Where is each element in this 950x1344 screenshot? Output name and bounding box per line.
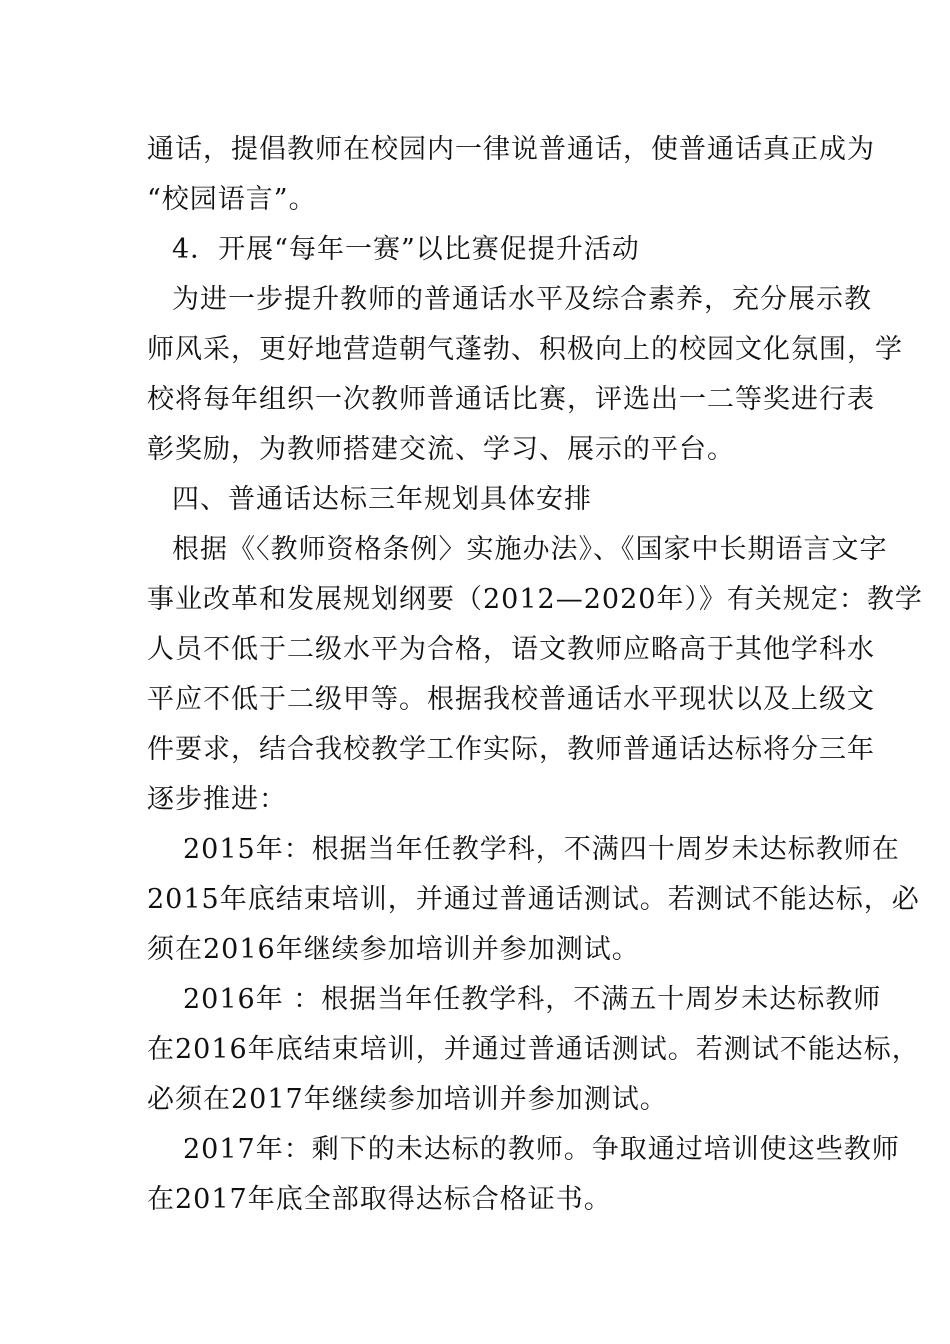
text-line: 校将每年组织一次教师普通话比赛，评选出一二等奖进行表 — [147, 384, 875, 415]
text-line: 逐步推进： — [147, 784, 287, 815]
text-line: 平应不低于二级甲等。根据我校普通话水平现状以及上级文 — [147, 684, 875, 715]
text-line: 师风采，更好地营造朝气蓬勃、积极向上的校园文化氛围，学 — [147, 334, 903, 365]
text-line: 必须在2017年继续参加培训并参加测试。 — [147, 1084, 668, 1115]
text-line: 2015年底结束培训，并通过普通话测试。若测试不能达标，必 — [147, 884, 920, 915]
text-line: “校园语言”。 — [147, 184, 317, 215]
text-line: 在2017年底全部取得达标合格证书。 — [147, 1184, 612, 1215]
section-heading: 四、普通话达标三年规划具体安排 — [172, 484, 592, 515]
text-line: 须在2016年继续参加培训并参加测试。 — [147, 934, 640, 965]
text-line: 事业改革和发展规划纲要（2012—2020年）》有关规定：教学 — [147, 584, 923, 615]
text-line: 2017年：剩下的未达标的教师。争取通过培训使这些教师 — [183, 1134, 900, 1165]
text-line: 2016年 ：根据当年任教学科，不满五十周岁未达标教师 — [183, 984, 882, 1015]
text-line: 在2016年底结束培训，并通过普通话测试。若测试不能达标， — [147, 1034, 920, 1065]
text-line: 为进一步提升教师的普通话水平及综合素养，充分展示教 — [172, 284, 872, 315]
text-line: 彰奖励，为教师搭建交流、学习、展示的平台。 — [147, 434, 735, 465]
text-line: 件要求，结合我校教学工作实际，教师普通话达标将分三年 — [147, 734, 875, 765]
text-line: 通话，提倡教师在校园内一律说普通话，使普通话真正成为 — [147, 134, 875, 165]
text-line: 根据《〈教师资格条例〉实施办法》、《国家中长期语言文字 — [172, 534, 888, 565]
section-heading: 4．开展“每年一赛”以比赛促提升活动 — [172, 234, 640, 265]
text-line: 人员不低于二级水平为合格，语文教师应略高于其他学科水 — [147, 634, 875, 665]
text-line: 2015年：根据当年任教学科，不满四十周岁未达标教师在 — [183, 834, 900, 865]
